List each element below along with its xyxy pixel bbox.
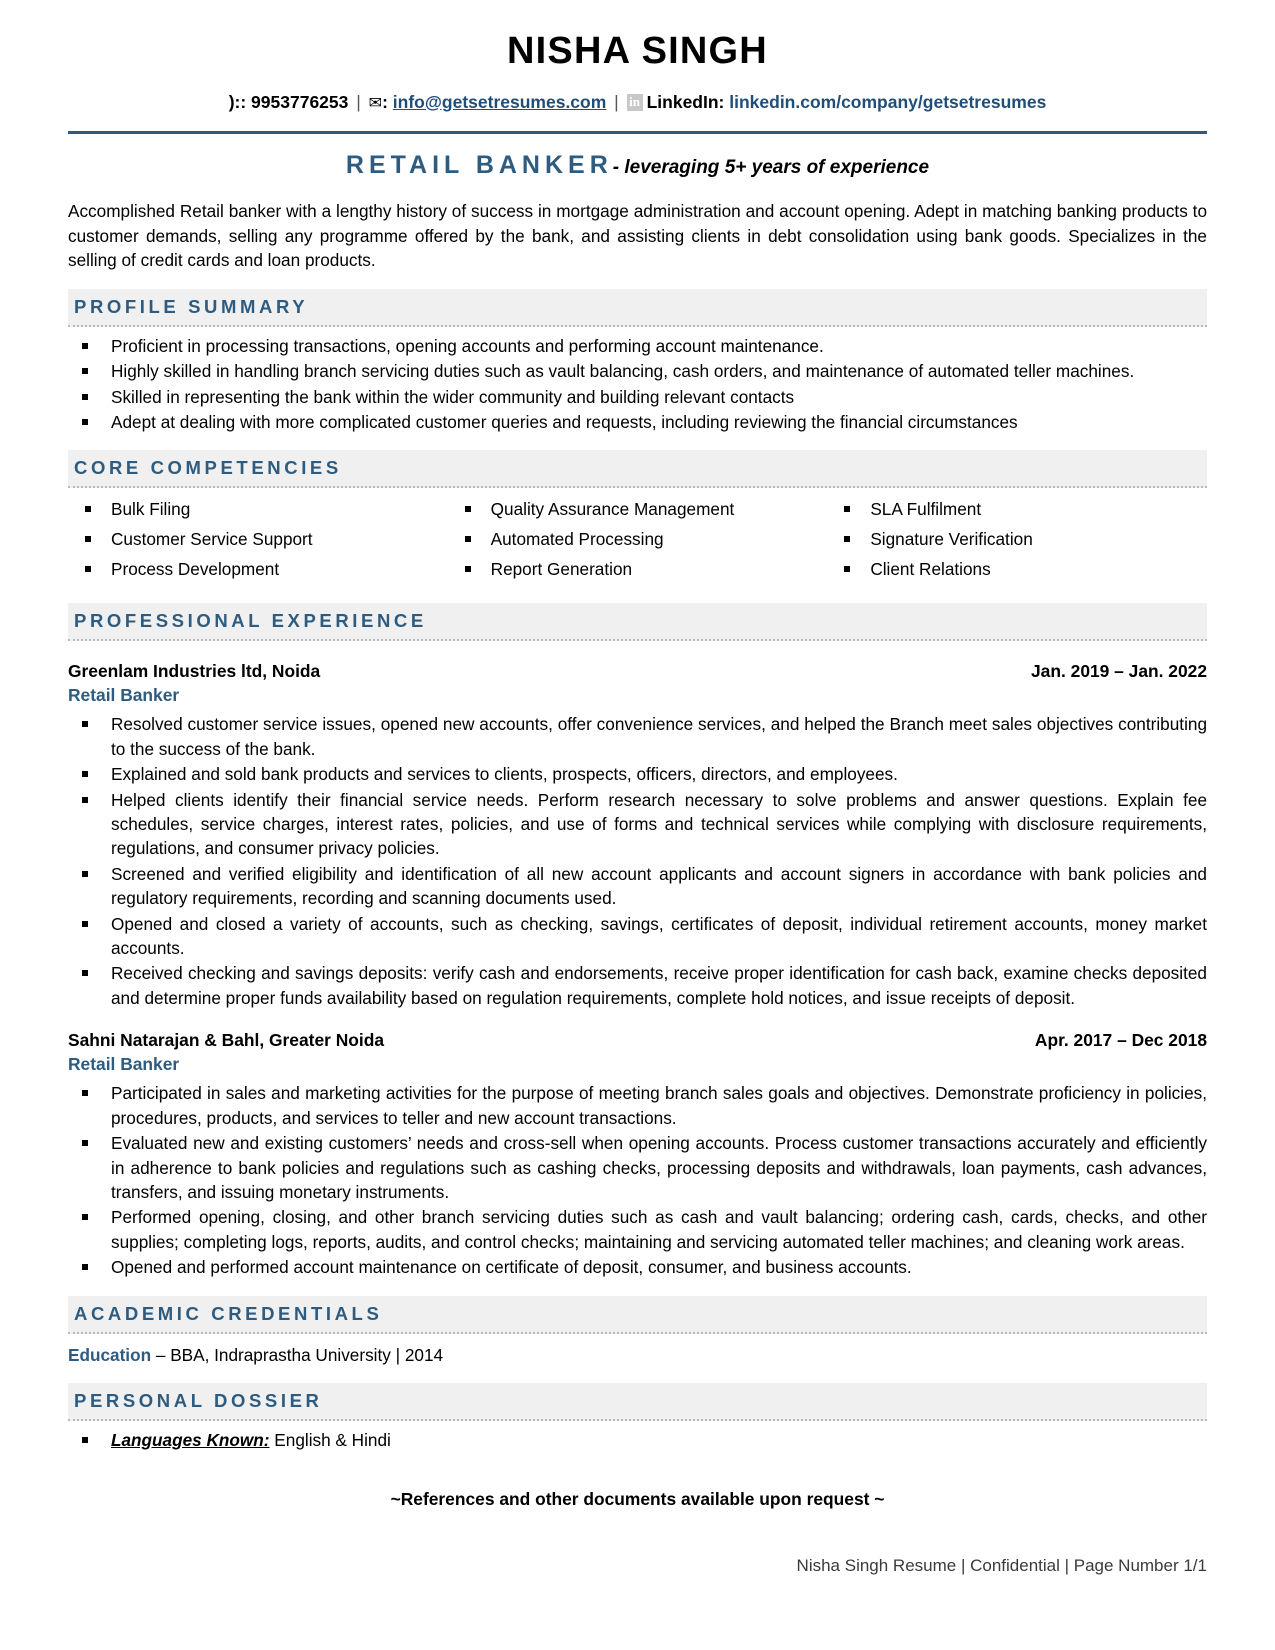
languages-label: Languages Known:	[111, 1429, 270, 1450]
list-item: Skilled in representing the bank within the wider community and building relevant contacts	[68, 385, 1207, 409]
experience-bullet-list	[68, 1081, 1207, 1279]
list-item: Bulk Filing	[68, 497, 448, 527]
section-header-academic-credentials: ACADEMIC CREDENTIALS	[68, 1296, 1207, 1334]
page-footer: Nisha Singh Resume | Confidential | Page Number 1/1	[796, 1556, 1207, 1575]
employment-dates: Apr. 2017 – Dec 2018	[1034, 1030, 1207, 1051]
phone-number-prefix: :	[240, 91, 252, 112]
linkedin-icon: in	[627, 94, 643, 111]
list-item	[68, 1428, 1207, 1452]
summary-paragraph: Accomplished Retail banker with a lengthy history of success in mortgage administration and account opening. Adept in matching banking products to customer demands, selling any programme offered by the bank, and assisting clients in debt consolidation using bank goods. Specializes in the selling of credit cards and loan products.	[68, 201, 1207, 271]
list-item: Highly skilled in handling branch servicing duties such as vault balancing, cash orders, and maintenance of automated teller machines.	[68, 359, 1207, 383]
job-title: Retail Banker	[68, 685, 180, 706]
experience-header-row	[68, 1030, 1207, 1051]
employment-dates: Jan. 2019 – Jan. 2022	[1031, 661, 1207, 682]
list-item: Resolved customer service issues, opened new accounts, offer convenience services, and helped the Branch meet sales objectives contributing to the success of the bank.	[68, 712, 1207, 761]
list-item: Received checking and savings deposits: verify cash and endorsements, receive proper identification for cash back, examine checks deposited and determine proper funds availability based on regulation requirements, complete hold notices, and issue receipts of deposit.	[68, 961, 1207, 1010]
list-item: Helped clients identify their financial service needs. Perform research necessary to solve problems and answer questions. Explain fee schedules, service charges, interest rates, policies, and use of forms and technical services while complying with disclosure requirements, regulations, and consumer privacy policies.	[68, 788, 1207, 861]
list-item: Opened and closed a variety of accounts, such as checking, savings, certificates of deposit, individual retirement accounts, money market accounts.	[68, 912, 1207, 961]
list-item: Process Development	[68, 557, 448, 587]
email-link[interactable]: info@getsetresumes.com	[392, 91, 607, 112]
list-item: Screened and verified eligibility and identification of all new account applicants and account signers in accordance with bank policies and regulatory requirements, recording and scanning documents used.	[68, 862, 1207, 911]
list-item: Explained and sold bank products and services to clients, prospects, officers, directors, and employees.	[68, 762, 1207, 786]
list-item: Participated in sales and marketing activities for the purpose of meeting branch sales goals and objectives. Demonstrate proficiency in policies, procedures, products, and services to teller and new account transactions.	[68, 1081, 1207, 1130]
linkedin-url[interactable]: linkedin.com/company/getsetresumes	[729, 91, 1047, 112]
headline	[68, 151, 1207, 180]
list-item: Performed opening, closing, and other branch servicing duties such as cash and vault balancing; ordering cash, cards, checks, and other supplies; completing logs, reports, audits, and control checks; maintaining and servicing automated teller machines; and cleaning work areas.	[68, 1205, 1207, 1254]
list-item: Quality Assurance Management	[448, 497, 828, 527]
target-role: RETAIL BANKER	[345, 151, 613, 180]
education-entry	[68, 1343, 1207, 1367]
company-name: Greenlam Industries ltd, Noida	[68, 661, 321, 682]
experience-bullet-list	[68, 712, 1207, 1010]
profile-summary-list	[68, 334, 1207, 435]
linkedin-label: LinkedIn:	[646, 91, 725, 112]
list-item: Adept at dealing with more complicated customer queries and requests, including reviewing the financial circumstances	[68, 410, 1207, 434]
education-label: Education	[68, 1344, 152, 1365]
core-competencies-grid	[68, 497, 1207, 587]
section-header-core-competencies: CORE COMPETENCIES	[68, 450, 1207, 488]
phone-icon: ):	[228, 91, 241, 112]
list-item: Evaluated new and existing customers’ needs and cross-sell when opening accounts. Process customer transactions accurately and efficiently in adherence to bank policies and regulations such as cashing checks, processing deposits and withdrawals, loan payments, cash advances, transfers, and issuing monetary instruments.	[68, 1131, 1207, 1204]
list-item: SLA Fulfilment	[827, 497, 1207, 527]
contact-separator-1: |	[356, 91, 361, 112]
section-header-personal-dossier: PERSONAL DOSSIER	[68, 1383, 1207, 1421]
contact-line	[68, 91, 1207, 115]
education-detail: – BBA, Indraprastha University | 2014	[155, 1344, 444, 1365]
contact-separator-2: |	[614, 91, 619, 112]
list-item: Customer Service Support	[68, 527, 448, 557]
section-header-profile-summary: PROFILE SUMMARY	[68, 289, 1207, 327]
email-colon: :	[382, 91, 388, 112]
candidate-name: NISHA SINGH	[507, 30, 768, 72]
list-item: Client Relations	[827, 557, 1207, 587]
phone-number: 9953776253	[251, 91, 349, 112]
list-item: Report Generation	[448, 557, 828, 587]
experience-entry	[68, 1030, 1207, 1279]
section-header-professional-experience: PROFESSIONAL EXPERIENCE	[68, 603, 1207, 641]
list-item: Automated Processing	[448, 527, 828, 557]
list-item: Signature Verification	[827, 527, 1207, 557]
languages-value: English & Hindi	[269, 1429, 391, 1450]
closing-note: ~References and other documents available upon request ~	[390, 1489, 885, 1510]
header-divider	[68, 131, 1207, 134]
personal-dossier-list	[68, 1428, 1207, 1452]
experience-header-row	[68, 661, 1207, 682]
job-title: Retail Banker	[68, 1054, 180, 1075]
list-item: Opened and performed account maintenance on certificate of deposit, consumer, and business accounts.	[68, 1255, 1207, 1279]
experience-entry	[68, 661, 1207, 1010]
headline-tagline: - leveraging 5+ years of experience	[612, 157, 930, 179]
envelope-icon: ✉	[368, 94, 383, 112]
company-name: Sahni Natarajan & Bahl, Greater Noida	[68, 1030, 385, 1051]
list-item: Proficient in processing transactions, opening accounts and performing account maintenance.	[68, 334, 1207, 358]
